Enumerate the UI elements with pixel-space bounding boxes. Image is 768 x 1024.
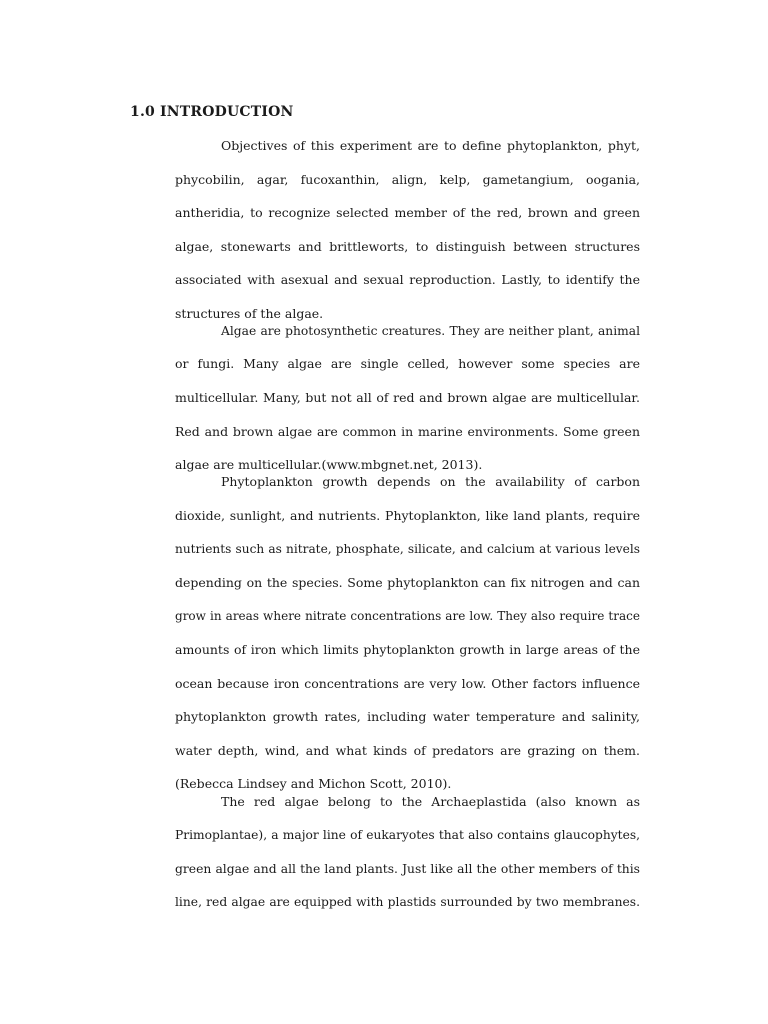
paragraph-1-line-2: phycobilin, agar, fucoxanthin, align, kelp, gametangium, oogania, xyxy=(175,172,640,187)
paragraph-2-line-3: multicellular. Many, but not all of red and brown algae are multicellular. xyxy=(175,390,640,405)
paragraph-3-line-2: dioxide, sunlight, and nutrients. Phytoplankton, like land plants, require xyxy=(175,508,640,523)
paragraph-2-line-1: Algae are photosynthetic creatures. They are neither plant, animal xyxy=(221,324,640,338)
paragraph-3-line-9: water depth, wind, and what kinds of predators are grazing on them. xyxy=(175,743,640,758)
paragraph-3-line-5: grow in areas where nitrate concentrations are low. They also require trace xyxy=(175,609,640,623)
paragraph-2-line-4: Red and brown algae are common in marine environments. Some green xyxy=(175,424,640,439)
paragraph-4-line-2: Primoplantae), a major line of eukaryotes that also contains glaucophytes, xyxy=(175,828,640,842)
paragraph-3-line-7: ocean because iron concentrations are very low. Other factors influence xyxy=(175,676,640,691)
paragraph-2-line-5: algae are multicellular.(www.mbgnet.net, 2013). xyxy=(175,457,483,472)
paragraph-1-line-1: Objectives of this experiment are to define phytoplankton, phyt, xyxy=(221,138,640,153)
section-heading: 1.0 INTRODUCTION xyxy=(130,104,294,120)
paragraph-4-line-4: line, red algae are equipped with plastids surrounded by two membranes. xyxy=(175,895,640,909)
paragraph-4-line-3: green algae and all the land plants. Just like all the other members of this xyxy=(175,862,640,876)
paragraph-3-line-4: depending on the species. Some phytoplankton can fix nitrogen and can xyxy=(175,575,640,590)
paragraph-1-line-4: algae, stonewarts and brittleworts, to distinguish between structures xyxy=(175,239,640,254)
paragraph-2-line-2: or fungi. Many algae are single celled, however some species are xyxy=(175,356,640,371)
paragraph-1-line-5: associated with asexual and sexual reproduction. Lastly, to identify the xyxy=(175,272,640,287)
paragraph-4-line-1: The red algae belong to the Archaeplastida (also known as xyxy=(221,794,640,809)
paragraph-3-line-6: amounts of iron which limits phytoplankton growth in large areas of the xyxy=(175,642,640,657)
paragraph-1-line-6: structures of the algae. xyxy=(175,306,324,321)
paragraph-3-line-10: (Rebecca Lindsey and Michon Scott, 2010). xyxy=(175,776,452,791)
paragraph-1-line-3: antheridia, to recognize selected member of the red, brown and green xyxy=(175,205,640,220)
paragraph-3-line-3: nutrients such as nitrate, phosphate, silicate, and calcium at various levels xyxy=(175,542,640,556)
paragraph-3-line-8: phytoplankton growth rates, including water temperature and salinity, xyxy=(175,709,640,724)
paragraph-3-line-1: Phytoplankton growth depends on the availability of carbon xyxy=(221,474,640,489)
